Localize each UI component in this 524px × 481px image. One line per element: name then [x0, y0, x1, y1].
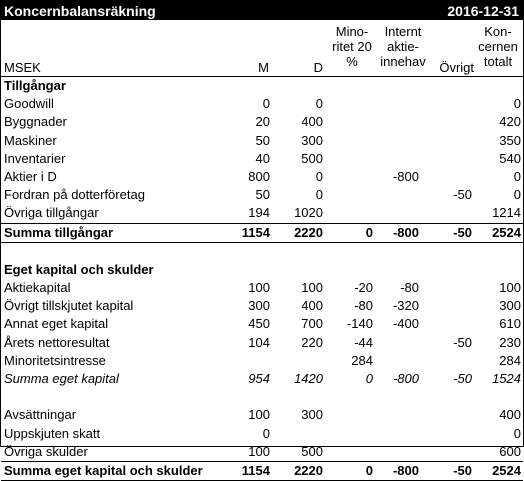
cell-m: 40	[255, 150, 270, 166]
cell-m: 0	[262, 96, 270, 112]
cell-tot: 0	[513, 168, 521, 184]
row-label: Aktiekapital	[4, 280, 71, 296]
row-label: Aktier i D	[4, 168, 57, 184]
cell-m: 954	[248, 371, 270, 386]
cell-d: 400	[301, 298, 323, 314]
table-row	[1, 425, 523, 443]
cell-int: -800	[392, 168, 419, 184]
cell-oth: -50	[453, 187, 472, 203]
sum-equity-liabilities-row	[1, 461, 523, 481]
cell-tot: 350	[499, 132, 521, 148]
cell-int: -800	[392, 371, 419, 386]
row-label: Inventarier	[4, 150, 66, 166]
spacer	[1, 388, 523, 406]
spacer	[1, 243, 523, 261]
cell-oth: -50	[453, 224, 472, 240]
cell-min: -44	[354, 334, 373, 350]
cell-tot: 420	[499, 114, 521, 130]
row-label: Summa tillgångar	[4, 224, 114, 240]
table-row	[1, 334, 523, 352]
cell-m: 100	[248, 407, 270, 423]
cell-min: 0	[365, 462, 373, 478]
cell-min: 284	[351, 352, 373, 368]
sheet-title: Koncernbalansräkning	[4, 2, 156, 19]
table-row	[1, 406, 523, 424]
cell-d: 0	[315, 187, 323, 203]
cell-d: 300	[301, 407, 323, 423]
cell-oth: -50	[453, 462, 472, 478]
cell-d: 300	[301, 132, 323, 148]
cell-min: -20	[354, 280, 373, 296]
row-label: Maskiner	[4, 132, 57, 148]
row-label: Fordran på dotterföretag	[4, 187, 145, 203]
cell-m: 800	[248, 168, 270, 184]
cell-d: 220	[301, 334, 323, 350]
cell-int: -800	[392, 462, 419, 478]
table-row	[1, 443, 523, 461]
row-label: Avsättningar	[4, 407, 77, 423]
cell-tot: 0	[513, 96, 521, 112]
header-group-total: Kon- cernen totalt	[478, 24, 518, 69]
cell-min: -140	[346, 316, 373, 332]
section-heading-assets	[1, 77, 523, 95]
section-title: Tillgångar	[4, 78, 66, 93]
cell-tot: 0	[513, 187, 521, 203]
cell-min: 0	[365, 371, 373, 386]
column-headers	[1, 20, 523, 77]
table-row	[1, 113, 523, 131]
cell-tot: 540	[499, 150, 521, 166]
cell-m: 300	[248, 298, 270, 314]
cell-min: 0	[365, 224, 373, 240]
cell-tot: 1214	[492, 205, 521, 221]
row-label: Minoritetsintresse	[4, 352, 106, 368]
cell-d: 0	[315, 96, 323, 112]
row-label: Annat eget kapital	[4, 316, 109, 332]
table-row	[1, 315, 523, 333]
cell-m: 100	[248, 443, 270, 459]
table-row	[1, 297, 523, 315]
cell-d: 0	[315, 168, 323, 184]
row-label: Summa eget kapital och skulder	[4, 462, 203, 478]
cell-oth: -50	[453, 371, 472, 386]
cell-d: 500	[301, 443, 323, 459]
subtotal-equity-row	[1, 370, 523, 388]
cell-tot: 284	[499, 352, 521, 368]
table-row	[1, 95, 523, 113]
cell-tot: 100	[499, 280, 521, 296]
cell-d: 500	[301, 150, 323, 166]
section-title: Eget kapital och skulder	[4, 261, 154, 277]
cell-d: 1020	[294, 205, 323, 221]
section-heading-equity	[1, 261, 523, 279]
cell-tot: 1524	[492, 371, 521, 386]
cell-m: 1154	[241, 462, 270, 478]
equity-rows	[1, 279, 523, 370]
table-row	[1, 279, 523, 297]
table-row	[1, 186, 523, 204]
header-other: Övrigt	[439, 60, 474, 75]
cell-tot: 230	[499, 334, 521, 350]
header-m: M	[258, 60, 269, 75]
header-internal: Internt aktie- innehav	[380, 24, 426, 69]
cell-tot: 600	[499, 443, 521, 459]
cell-m: 1154	[241, 224, 270, 240]
cell-d: 1420	[294, 371, 323, 386]
row-label: Byggnader	[4, 114, 67, 130]
cell-tot: 0	[513, 425, 521, 441]
cell-m: 20	[255, 114, 270, 130]
liability-rows	[1, 406, 523, 461]
row-label: Goodwill	[4, 96, 54, 112]
sum-assets-row	[1, 223, 523, 243]
cell-tot: 2524	[492, 462, 521, 478]
cell-d: 2220	[294, 224, 323, 240]
row-label: Summa eget kapital	[4, 371, 119, 386]
cell-int: -80	[400, 280, 419, 296]
cell-m: 104	[248, 334, 270, 350]
table-row	[1, 132, 523, 150]
row-label: Årets nettoresultat	[4, 334, 110, 350]
cell-m: 450	[248, 316, 270, 332]
cell-d: 700	[301, 316, 323, 332]
table-row	[1, 168, 523, 186]
row-label: Övriga tillgångar	[4, 205, 99, 221]
table-row	[1, 204, 523, 222]
cell-d: 2220	[294, 462, 323, 478]
header-d: D	[313, 60, 323, 75]
row-label: Övrigt tillskjutet kapital	[4, 298, 134, 314]
cell-m: 100	[248, 280, 270, 296]
table-row	[1, 150, 523, 168]
cell-m: 50	[255, 187, 270, 203]
assets-rows	[1, 95, 523, 222]
header-minority: Mino- ritet 20 %	[332, 24, 372, 69]
cell-oth: -50	[453, 334, 472, 350]
cell-min: -80	[354, 298, 373, 314]
title-bar	[1, 1, 523, 20]
cell-int: -320	[392, 298, 419, 314]
cell-int: -400	[392, 316, 419, 332]
cell-tot: 300	[499, 298, 521, 314]
cell-d: 400	[301, 114, 323, 130]
cell-int: -800	[392, 224, 419, 240]
cell-tot: 400	[499, 407, 521, 423]
row-label: Uppskjuten skatt	[4, 425, 101, 441]
header-msek: MSEK	[4, 60, 41, 75]
cell-tot: 2524	[492, 224, 521, 240]
cell-tot: 610	[499, 316, 521, 332]
sheet-date: 2016-12-31	[447, 2, 519, 19]
cell-m: 50	[255, 132, 270, 148]
table-row	[1, 352, 523, 370]
cell-m: 0	[262, 425, 270, 441]
cell-m: 194	[248, 205, 270, 221]
row-label: Övriga skulder	[4, 443, 88, 459]
cell-d: 100	[301, 280, 323, 296]
